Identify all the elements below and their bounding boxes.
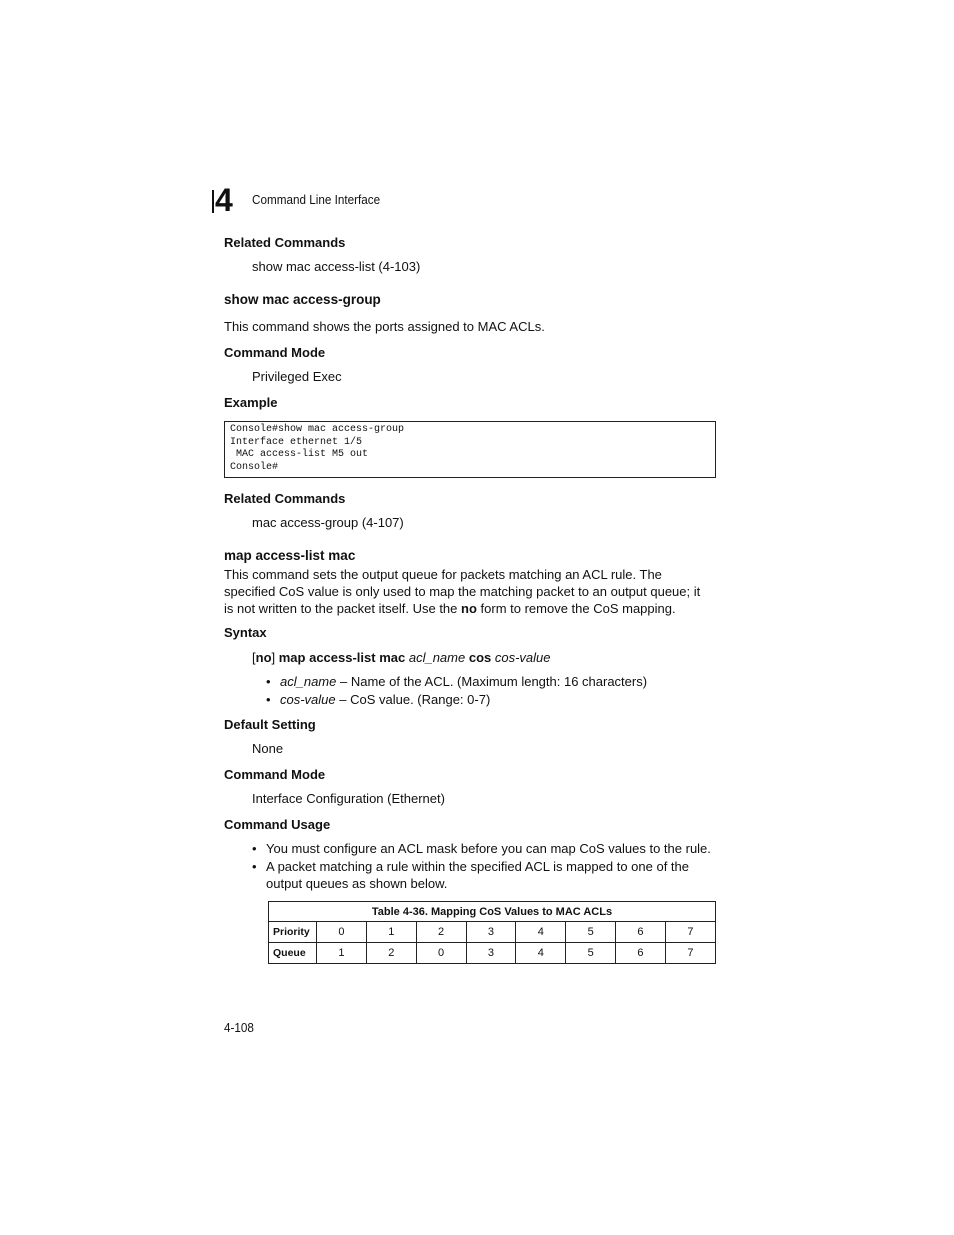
table-cell: 1	[317, 943, 367, 964]
description-line: specified CoS value is only used to map the matching packet to an output queue; it	[224, 584, 701, 599]
related-commands-heading: Related Commands	[224, 235, 346, 250]
description-text: form to remove the CoS mapping.	[476, 601, 676, 616]
command-mode-heading: Command Mode	[224, 345, 326, 360]
parameter-desc: – CoS value. (Range: 0-7)	[335, 692, 491, 707]
usage-line: • A packet matching a rule within the specified ACL is mapped to one of the	[266, 858, 689, 874]
example-code: Console#show mac access-group Interface ethernet 1/5 MAC access-list M5 out Console#	[230, 424, 405, 473]
table-cell: 6	[616, 922, 666, 943]
chapter-title: Command Line Interface	[252, 192, 381, 207]
row-header-queue: Queue	[269, 943, 317, 964]
command-mode-value: Privileged Exec	[252, 369, 342, 384]
syntax-no: no	[255, 650, 272, 665]
row-header-priority: Priority	[269, 922, 317, 943]
table-cell: 0	[317, 922, 367, 943]
command-title: map access-list mac	[224, 548, 356, 563]
parameter-name: cos-value	[280, 692, 336, 707]
table-cell: 2	[416, 922, 466, 943]
command-title: show mac access-group	[224, 292, 381, 307]
description-line: This command sets the output queue for packets matching an ACL rule. The	[224, 567, 662, 582]
table-cell: 2	[366, 943, 416, 964]
usage-item	[252, 858, 732, 893]
table-cell: 5	[566, 943, 616, 964]
default-setting-value: None	[252, 741, 284, 756]
table-cell: 6	[616, 943, 666, 964]
parameter-name: acl_name	[280, 674, 337, 689]
table-cell: 4	[516, 922, 566, 943]
command-mode-heading: Command Mode	[224, 767, 326, 782]
chapter-marker-bar	[212, 190, 214, 213]
command-description	[224, 566, 724, 617]
syntax-heading: Syntax	[224, 625, 267, 640]
chapter-number: 4	[215, 182, 232, 218]
table-cell: 1	[366, 922, 416, 943]
table-cell: 0	[416, 943, 466, 964]
syntax-arg: acl_name	[408, 650, 466, 665]
parameter-item	[266, 691, 647, 709]
default-setting-heading: Default Setting	[224, 717, 316, 732]
syntax-bracket: [	[252, 650, 256, 665]
syntax-bracket: ]	[271, 650, 279, 665]
parameter-item	[266, 673, 647, 691]
command-description: This command shows the ports assigned to MAC ACLs.	[224, 319, 545, 334]
table-cell: 3	[466, 943, 516, 964]
table-cell: 3	[466, 922, 516, 943]
table-row	[269, 922, 716, 943]
table-row	[269, 943, 716, 964]
description-line	[224, 600, 724, 617]
table-cell: 7	[665, 922, 715, 943]
command-mode-value: Interface Configuration (Ethernet)	[252, 791, 445, 806]
table-caption-row	[269, 902, 716, 922]
related-commands-heading: Related Commands	[224, 491, 346, 506]
chapter-marker	[212, 182, 239, 218]
keyword-no: no	[461, 601, 477, 616]
parameter-list	[266, 673, 647, 709]
usage-item: • You must configure an ACL mask before you can map CoS values to the rule.	[252, 840, 732, 858]
table-caption: Table 4-36. Mapping CoS Values to MAC ACLs	[269, 902, 716, 922]
syntax-command: map access-list mac	[278, 650, 406, 665]
syntax-arg: cos-value	[494, 650, 551, 665]
cos-mapping-table	[268, 901, 716, 964]
related-command-item: mac access-group (4-107)	[252, 515, 404, 530]
table-cell: 4	[516, 943, 566, 964]
command-usage-heading: Command Usage	[224, 817, 331, 832]
page-number: 4-108	[224, 1020, 254, 1035]
parameter-desc: – Name of the ACL. (Maximum length: 16 characters)	[336, 674, 648, 689]
syntax-line	[252, 649, 551, 666]
table-cell: 5	[566, 922, 616, 943]
usage-list	[252, 840, 732, 893]
description-text: is not written to the packet itself. Use the	[224, 601, 462, 616]
table-cell: 7	[665, 943, 715, 964]
example-code-box	[224, 421, 716, 478]
syntax-keyword: cos	[468, 650, 492, 665]
related-command-item: show mac access-list (4-103)	[252, 259, 421, 274]
example-heading: Example	[224, 395, 278, 410]
usage-line: output queues as shown below.	[266, 876, 448, 891]
